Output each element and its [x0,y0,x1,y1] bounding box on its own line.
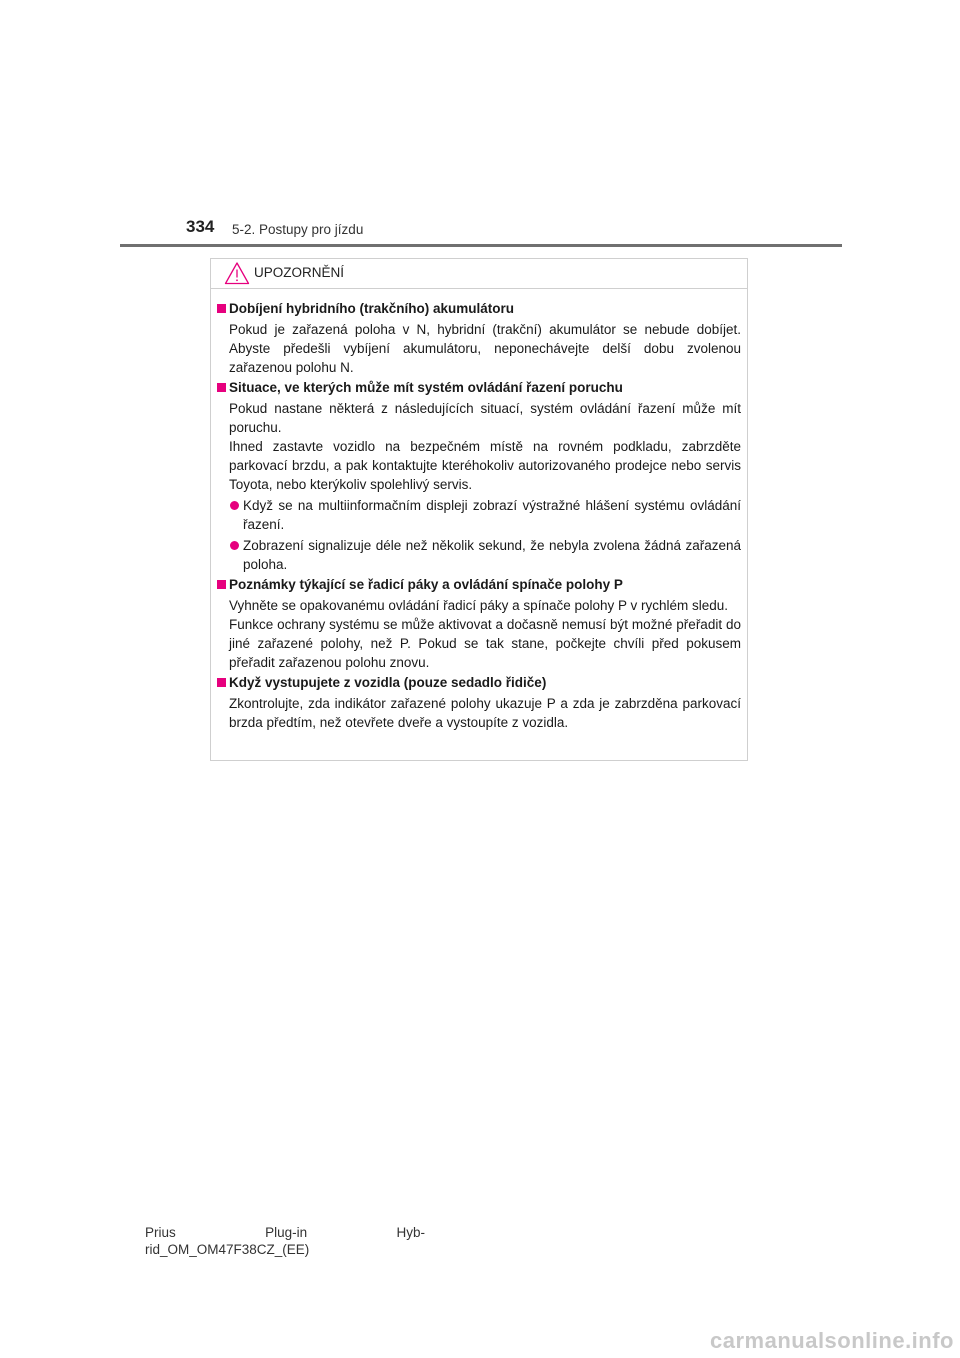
item-heading [217,379,741,397]
paragraph: Vyhněte se opakovanému ovládání řadicí páky a spínače polohy P v rychlém sledu. [229,598,729,613]
warning-item-shift-malfunction [217,379,741,574]
warning-box [210,258,748,761]
paragraph: Zkontrolujte, zda indikátor zařazené polohy ukazuje P a zda je zabrzděna parkovací brzda předtím, než otevřete dveře a vystoupíte z vozidla. [229,696,741,730]
warning-body [211,289,747,732]
paragraph: Pokud je zařazená poloha v N, hybridní (trakční) akumulátor se nebude dobíjet. Abyste předešli vybíjení akumulátoru, neponechávejte delší dobu zvolenou zařazenou polohu N. [229,322,741,375]
footer-code: rid_OM_OM47F38CZ_(EE) [145,1242,310,1257]
watermark: carmanualsonline.info [710,1328,954,1353]
list-item-text: Zobrazení signalizuje déle než několik sekund, že nebyla zvolena žádná zařazená poloha. [243,538,741,572]
list-item-text: Když se na multiinformačním displeji zobrazí výstražné hlášení systému ovládání řazení. [243,498,741,532]
footer-line [145,1224,425,1241]
warning-triangle-icon [224,261,250,285]
item-heading-text: Dobíjení hybridního (trakčního) akumulátoru [229,301,515,316]
item-heading [217,300,741,318]
warning-item-charging [217,300,741,377]
warning-item-shift-lever-notes [217,576,741,672]
square-bullet-icon [217,580,226,589]
footer-variant: Plug-in [265,1225,308,1240]
item-heading-text: Situace, ve kterých může mít systém ovládání řazení poruchu [229,380,623,395]
square-bullet-icon [217,304,226,313]
footer-model: Prius [145,1225,176,1240]
item-heading-text: Když vystupujete z vozidla (pouze sedadlo řidiče) [229,675,547,690]
warning-title: UPOZORNĚNÍ [254,265,345,280]
warning-header [211,259,747,289]
item-heading-text: Poznámky týkající se řadicí páky a ovládání spínače polohy P [229,577,623,592]
item-heading [217,576,741,594]
section-title: 5-2. Postupy pro jízdu [232,222,364,237]
paragraph: Pokud nastane některá z následujících situací, systém ovládání řazení může mít poruchu. [229,401,741,435]
warning-item-exiting-vehicle [217,674,741,732]
square-bullet-icon [217,678,226,687]
round-bullet-icon [230,501,239,510]
item-heading [217,674,741,692]
square-bullet-icon [217,383,226,392]
header-rule [120,244,842,247]
list-item [217,496,741,534]
paragraph: Ihned zastavte vozidlo na bezpečném místě na rovném podkladu, zabrzděte parkovací brzdu, a pak kontaktujte kteréhokoliv autorizovaného prodejce nebo servis Toyota, nebo kterýkoliv spolehlivý servis. [229,439,741,492]
paragraph: Funkce ochrany systému se může aktivovat a dočasně nemusí být možné přeřadit do jiné zařazené polohy, než P. Pokud se tak stane, počkejte chvíli před pokusem přeřadit zařazenou polohu znovu. [229,617,741,670]
list-item [217,536,741,574]
round-bullet-icon [230,541,239,550]
page-number: 334 [186,217,215,236]
footer-type: Hyb- [396,1225,425,1240]
document-footer [145,1224,435,1258]
